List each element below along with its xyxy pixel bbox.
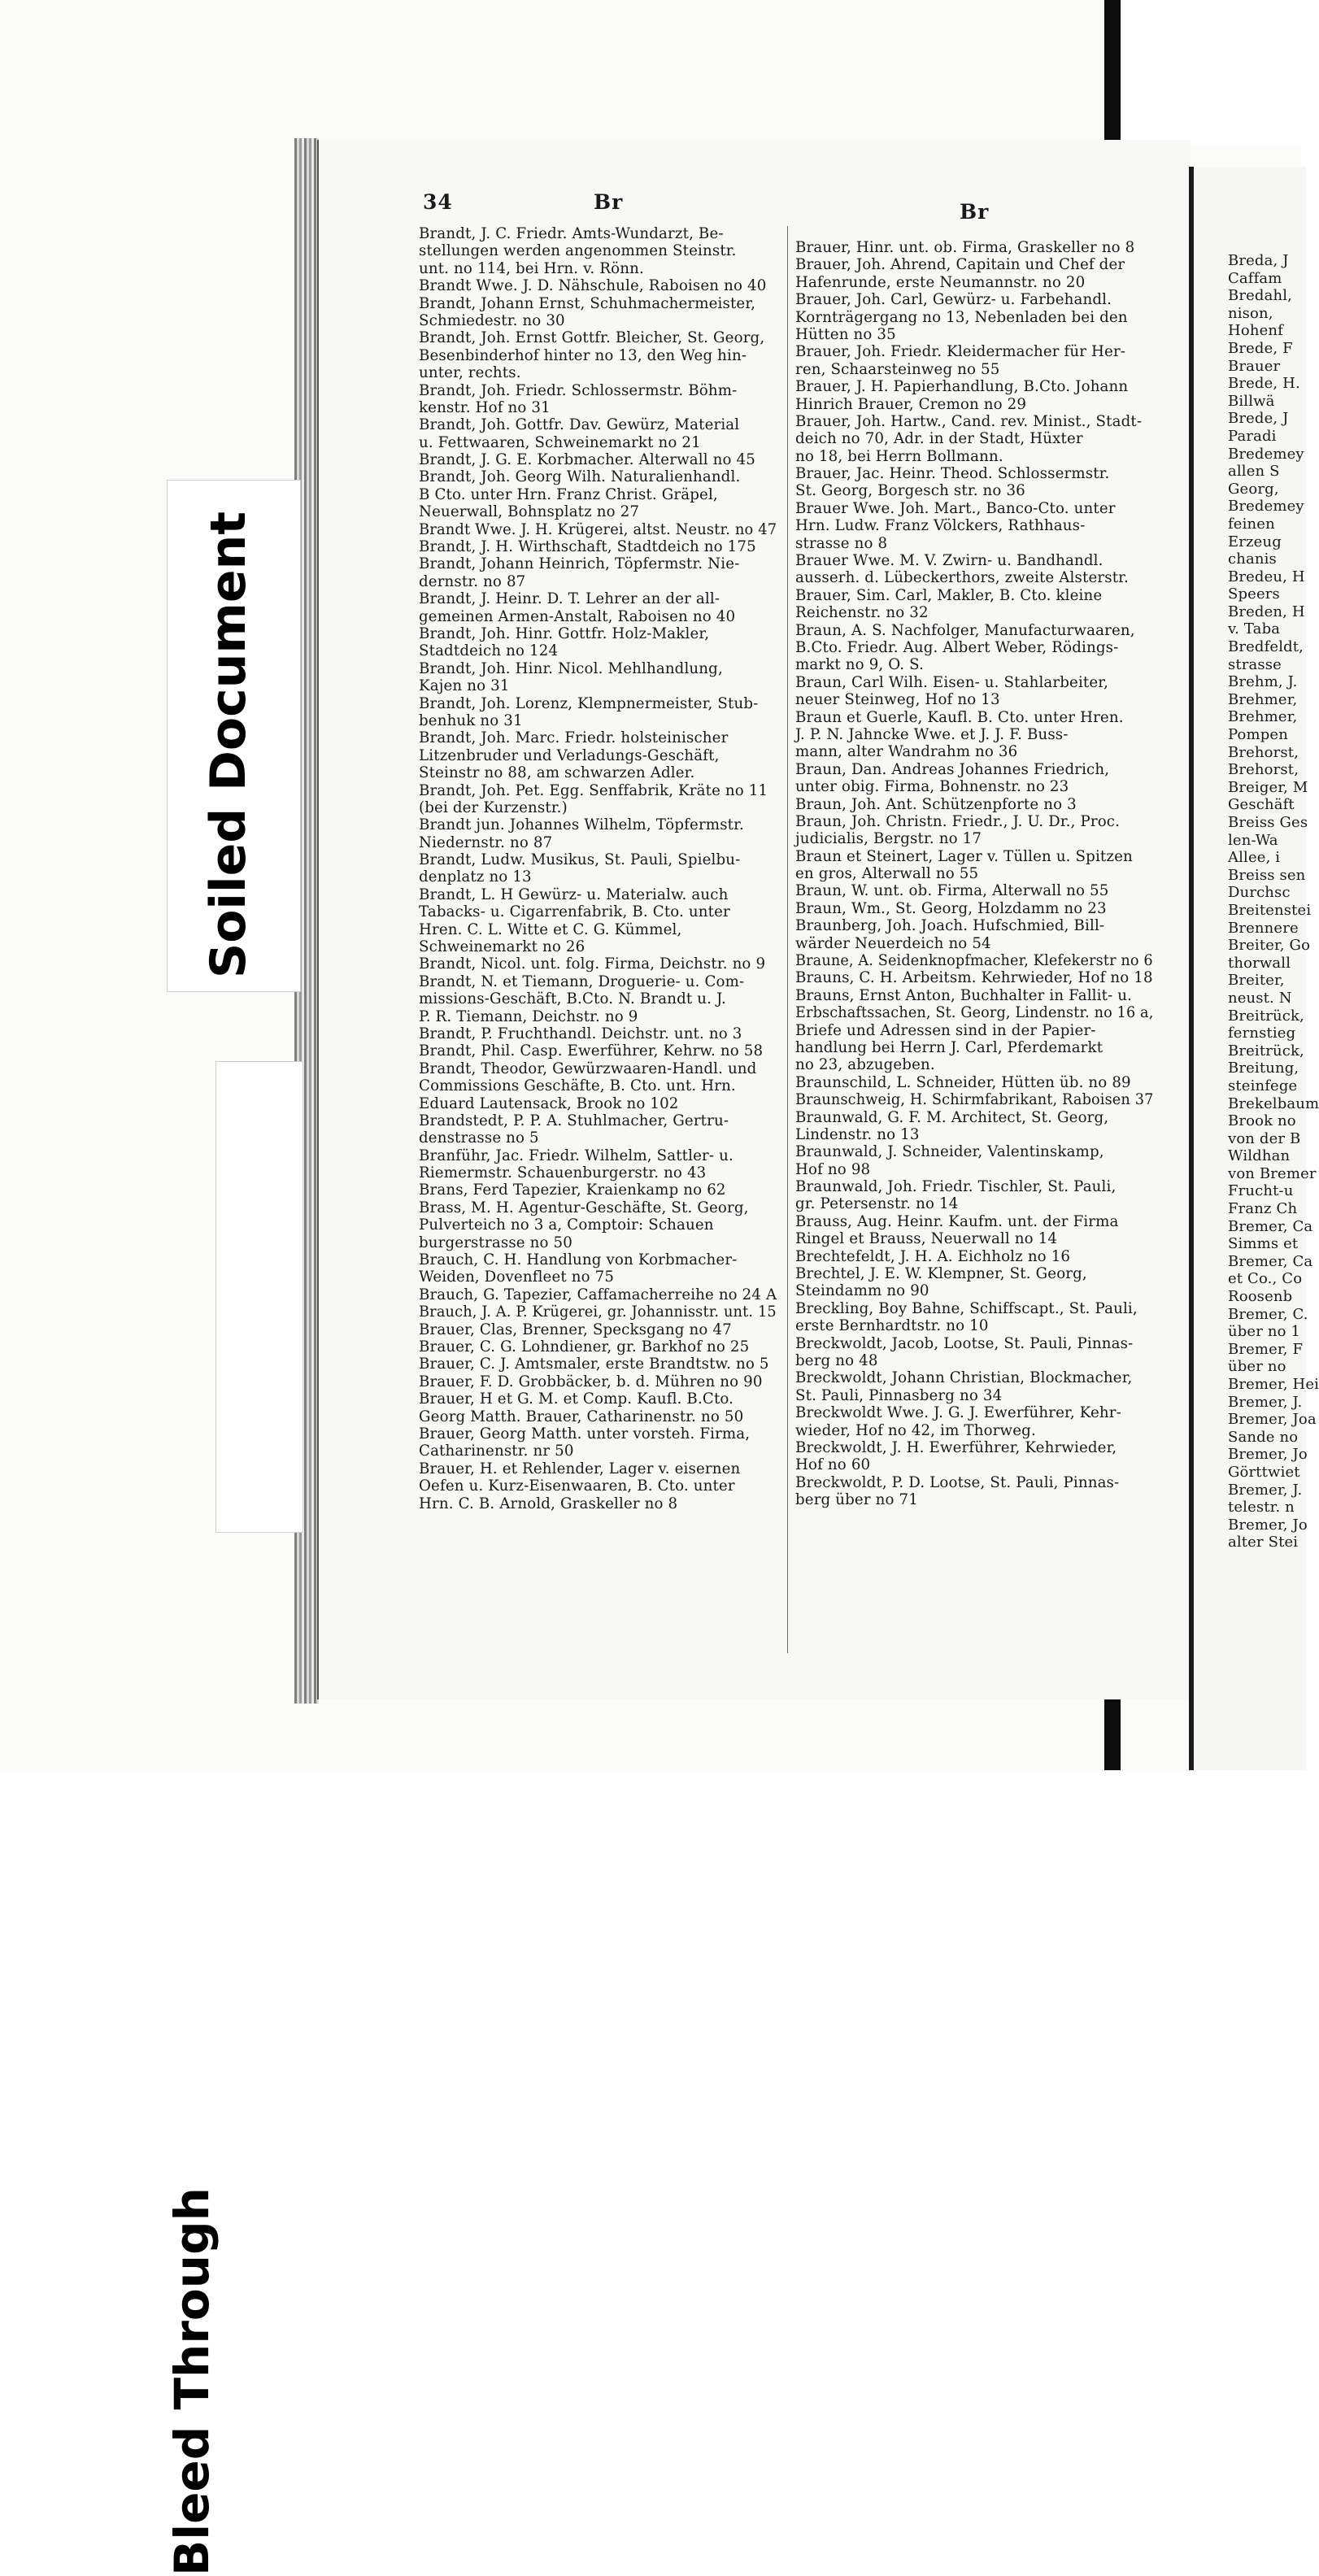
directory-entry-line: Brandt, Joh. Lorenz, Klempnermeister, Stub- — [419, 694, 759, 712]
directory-entry-line: v. Taba — [1228, 620, 1281, 638]
directory-entry-line: Brauer, C. J. Amtsmaler, erste Brandtstw. no 5 — [419, 1355, 769, 1373]
directory-entry-line: Kornträgergang no 13, Nebenladen bei den — [795, 308, 1128, 326]
directory-entry-line: alter Stei — [1228, 1534, 1299, 1551]
directory-entry-line: Brauer, Sim. Carl, Makler, B. Cto. kleine — [795, 586, 1103, 604]
directory-entry-line: Brandt, Nicol. unt. folg. Firma, Deichstr. no 9 — [419, 955, 766, 973]
directory-entry-line: Hohenf — [1228, 322, 1283, 340]
directory-entry-line: wieder, Hof no 42, im Thorweg. — [795, 1421, 1036, 1439]
directory-entry-line: Brandt, Joh. Ernst Gottfr. Bleicher, St. Georg, — [419, 329, 765, 347]
directory-entry-line: Pulverteich no 3 a, Comptoir: Schauen — [419, 1216, 714, 1234]
directory-entry-line: über no — [1228, 1358, 1286, 1376]
directory-entry-line: Georg Matth. Brauer, Catharinenstr. no 50 — [419, 1408, 744, 1425]
directory-entry-line: Bremer, Jo — [1228, 1516, 1308, 1534]
directory-entry-line: Bremer, C. — [1228, 1305, 1308, 1323]
directory-entry-line: Breitrück, — [1228, 1007, 1304, 1025]
directory-entry-line: Branführ, Jac. Friedr. Wilhelm, Sattler- u. — [419, 1147, 734, 1164]
directory-entry-line: Bremer, Ca — [1228, 1217, 1313, 1235]
directory-entry-line: Brauer — [1228, 357, 1281, 375]
directory-entry-line: Braun, Carl Wilh. Eisen- u. Stahlarbeiter, — [795, 673, 1109, 691]
directory-entry-line: deich no 70, Adr. in der Stadt, Hüxter — [795, 430, 1083, 448]
directory-entry-line: unt. no 114, bei Hrn. v. Rönn. — [419, 259, 644, 277]
directory-entry-line: Steindamm no 90 — [795, 1282, 929, 1300]
directory-entry-line: Brauer, C. G. Lohndiener, gr. Barkhof no 25 — [419, 1338, 750, 1355]
directory-entry-line: neust. N — [1228, 989, 1292, 1007]
directory-entry-line: u. Fettwaaren, Schweinemarkt no 21 — [419, 433, 701, 451]
directory-entry-line: Brehmer, — [1228, 708, 1298, 726]
directory-entry-line: Braunschild, L. Schneider, Hütten üb. no 89 — [795, 1073, 1131, 1091]
directory-entry-line: Ringel et Brauss, Neuerwall no 14 — [795, 1230, 1058, 1248]
directory-entry-line: Niedernstr. no 87 — [419, 833, 553, 851]
directory-entry-line: Weiden, Dovenfleet no 75 — [419, 1268, 615, 1286]
directory-entry-line: Breckwoldt, Johann Christian, Blockmacher, — [795, 1369, 1133, 1387]
directory-entry-line: Franz Ch — [1228, 1200, 1298, 1218]
directory-entry-line: Breitenstei — [1228, 901, 1312, 919]
directory-entry-line: chanis — [1228, 550, 1277, 568]
directory-entry-line: Neuerwall, Bohnsplatz no 27 — [419, 503, 640, 521]
directory-entry-line: Braune, A. Seidenknopfmacher, Klefekerstr no 6 — [795, 952, 1153, 970]
directory-entry-line: Brauss, Aug. Heinr. Kaufm. unt. der Firma — [795, 1212, 1119, 1230]
directory-entry-line: Erbschaftssachen, St. Georg, Lindenstr. no 16 a, — [795, 1004, 1154, 1022]
directory-entry-line: feinen — [1228, 515, 1275, 533]
directory-entry-line: Brauer, Hinr. unt. ob. Firma, Graskeller no 8 — [795, 239, 1135, 256]
directory-entry-line: no 18, bei Herrn Bollmann. — [795, 447, 1003, 465]
directory-entry-line: Hrn. C. B. Arnold, Graskeller no 8 — [419, 1495, 678, 1512]
directory-entry-line: ren, Schaarsteinweg no 55 — [795, 360, 1000, 378]
directory-entry-line: Bremer, Joa — [1228, 1411, 1317, 1429]
directory-entry-line: berg no 48 — [795, 1352, 878, 1369]
directory-entry-line: Hrn. Ludw. Franz Völckers, Rathhaus- — [795, 517, 1086, 535]
directory-entry-line: Breiss sen — [1228, 866, 1306, 884]
directory-entry-line: Brandt, Johann Heinrich, Töpfermstr. Nie- — [419, 555, 740, 573]
directory-entry-line: Brauer, Clas, Brenner, Specksgang no 47 — [419, 1321, 732, 1338]
directory-entry-line: Breiss Ges — [1228, 814, 1308, 831]
directory-entry-line: Brauer, Joh. Friedr. Kleidermacher für Her- — [795, 343, 1126, 361]
directory-entry-line: Brekelbaum — [1228, 1094, 1319, 1112]
directory-entry-line: Pompen — [1228, 726, 1288, 744]
directory-entry-line: Speers — [1228, 585, 1280, 603]
directory-entry-line: Oefen u. Kurz-Eisenwaaren, B. Cto. unter — [419, 1477, 735, 1495]
directory-entry-line: thorwall — [1228, 954, 1291, 972]
directory-entry-line: Sande no — [1228, 1428, 1299, 1446]
bleed-through-label: Bleed Through — [164, 2187, 220, 2576]
directory-entry-line: Braunwald, J. Schneider, Valentinskamp, — [795, 1143, 1104, 1161]
directory-entry-line: ausserh. d. Lübeckerthors, zweite Alsterstr. — [795, 569, 1129, 587]
directory-entry-line: judicialis, Bergstr. no 17 — [795, 830, 982, 848]
right-running-header: Br — [960, 200, 990, 224]
directory-entry-line: Riemermstr. Schauenburgerstr. no 43 — [419, 1164, 707, 1182]
directory-entry-line: Braun, Dan. Andreas Johannes Friedrich, — [795, 760, 1110, 778]
directory-entry-line: Braun, Joh. Ant. Schützenpforte no 3 — [795, 795, 1077, 813]
directory-entry-line: Brehorst, — [1228, 761, 1299, 779]
directory-entry-line: Hof no 60 — [795, 1456, 871, 1474]
directory-entry-line: stellungen werden angenommen Steinstr. — [419, 242, 737, 260]
bleed-through-tab — [164, 1061, 303, 2576]
directory-entry-line: Brauns, Ernst Anton, Buchhalter in Fallit- u. — [795, 986, 1133, 1004]
directory-entry-line: Bremer, J. — [1228, 1481, 1303, 1499]
directory-entry-line: Bredahl, — [1228, 287, 1293, 305]
directory-entry-line: Hof no 98 — [795, 1160, 871, 1178]
directory-entry-line: Breckling, Boy Bahne, Schiffscapt., St. Pauli, — [795, 1299, 1138, 1317]
directory-entry-line: Brandt, L. H Gewürz- u. Materialw. auch — [419, 886, 729, 903]
directory-entry-line: Brandt, Joh. Georg Wilh. Naturalienhandl. — [419, 468, 741, 486]
left-entries-column — [419, 225, 777, 1512]
directory-entry-line: Brandt, Phil. Casp. Ewerführer, Kehrw. no 58 — [419, 1042, 764, 1060]
directory-entry-line: Schmiedestr. no 30 — [419, 311, 565, 329]
directory-entry-line: von der B — [1228, 1129, 1301, 1147]
directory-entry-line: mann, alter Wandrahm no 36 — [795, 743, 1018, 761]
directory-entry-line: Brandt, Joh. Marc. Friedr. holsteinischer — [419, 729, 729, 747]
directory-entry-line: Brans, Ferd Tapezier, Kraienkamp no 62 — [419, 1181, 726, 1199]
directory-entry-line: Brauch, G. Tapezier, Caffamacherreihe no 24 A — [419, 1286, 777, 1303]
directory-entry-line: Roosenb — [1228, 1288, 1293, 1306]
directory-entry-line: Hinrich Brauer, Cremon no 29 — [795, 395, 1027, 413]
directory-entry-line: Billwä — [1228, 392, 1275, 410]
directory-entry-line: Brauch, C. H. Handlung von Korbmacher- — [419, 1251, 738, 1269]
directory-entry-line: über no 1 — [1228, 1323, 1301, 1341]
directory-entry-line: Brandt, J. H. Wirthschaft, Stadtdeich no 175 — [419, 538, 756, 556]
directory-entry-line: Brandt Wwe. J. D. Nähschule, Raboisen no 40 — [419, 277, 767, 295]
directory-entry-line: no 23, abzugeben. — [795, 1056, 935, 1074]
directory-entry-line: strasse — [1228, 655, 1282, 673]
directory-entry-line: B Cto. unter Hrn. Franz Christ. Gräpel, — [419, 485, 718, 503]
directory-entry-line: Braun, Joh. Christn. Friedr., J. U. Dr., Proc. — [795, 812, 1121, 830]
directory-entry-line: Brede, F — [1228, 339, 1293, 357]
directory-entry-line: Brandt, J. G. E. Korbmacher. Alterwall no 45 — [419, 451, 755, 469]
directory-entry-line: Braun, Wm., St. Georg, Holzdamm no 23 — [795, 899, 1107, 917]
directory-entry-line: Bredeu, H — [1228, 568, 1305, 585]
left-running-header: Br — [594, 190, 624, 214]
directory-entry-line: unter, rechts. — [419, 364, 521, 382]
directory-entry-line: Braunschweig, H. Schirmfabrikant, Raboisen 37 — [795, 1091, 1154, 1109]
directory-entry-line: Breckwoldt, J. H. Ewerführer, Kehrwieder, — [795, 1438, 1117, 1456]
directory-entry-line: Brandstedt, P. P. A. Stuhlmacher, Gertru- — [419, 1112, 729, 1129]
directory-entry-line: Brandt, P. Fruchthandl. Deichstr. unt. no 3 — [419, 1025, 742, 1042]
directory-entry-line: Braunwald, G. F. M. Architect, St. Georg, — [795, 1108, 1109, 1126]
directory-entry-line: Brehorst, — [1228, 743, 1299, 761]
directory-entry-line: Bredemey — [1228, 498, 1304, 516]
directory-entry-line: unter obig. Firma, Bohnenstr. no 23 — [795, 778, 1069, 796]
directory-entry-line: wärder Neuerdeich no 54 — [795, 934, 991, 952]
directory-entry-line: benhuk no 31 — [419, 711, 523, 729]
directory-entry-line: berg über no 71 — [795, 1491, 918, 1509]
directory-entry-line: Brehm, J. — [1228, 673, 1298, 691]
directory-entry-line: Brauch, J. A. P. Krügerei, gr. Johannisstr. unt. 15 — [419, 1303, 777, 1321]
directory-entry-line: Brechtefeldt, J. H. A. Eichholz no 16 — [795, 1247, 1071, 1265]
directory-entry-line: Braun, W. unt. ob. Firma, Alterwall no 55 — [795, 882, 1109, 900]
directory-entry-line: Steinstr no 88, am schwarzen Adler. — [419, 764, 695, 782]
directory-entry-line: burgerstrasse no 50 — [419, 1234, 572, 1251]
directory-entry-line: Brandt Wwe. J. H. Krügerei, altst. Neustr. no 47 — [419, 520, 777, 538]
directory-entry-line: Wildhan — [1228, 1147, 1291, 1165]
directory-entry-line: Brandt, Joh. Hinr. Nicol. Mehlhandlung, — [419, 659, 723, 677]
right-entries-column — [795, 239, 1153, 1509]
directory-entry-line: Frucht-u — [1228, 1182, 1294, 1200]
directory-entry-line: Brauer, H et G. M. et Comp. Kaufl. B.Cto. — [419, 1390, 734, 1408]
directory-entry-line: dernstr. no 87 — [419, 572, 526, 590]
directory-entry-line: telestr. n — [1228, 1499, 1295, 1516]
directory-entry-line: Georg, — [1228, 480, 1279, 498]
directory-entry-line: Brauer, Jac. Heinr. Theod. Schlossermstr. — [795, 465, 1110, 483]
directory-entry-line: Kajen no 31 — [419, 677, 510, 695]
directory-entry-line: denplatz no 13 — [419, 868, 532, 886]
directory-entry-line: steinfege — [1228, 1077, 1298, 1094]
directory-entry-line: Brandt, N. et Tiemann, Droguerie- u. Com- — [419, 973, 745, 990]
directory-entry-line: Litzenbruder und Verladungs-Geschäft, — [419, 746, 720, 764]
directory-entry-line: allen S — [1228, 463, 1280, 481]
directory-entry-line: B.Cto. Friedr. Aug. Albert Weber, Rödings- — [795, 638, 1119, 656]
directory-entry-line: Brook no — [1228, 1112, 1296, 1130]
directory-entry-line: Brehmer, — [1228, 690, 1298, 708]
directory-entry-line: Braunwald, Joh. Friedr. Tischler, St. Pauli, — [795, 1178, 1117, 1196]
directory-entry-line: handlung bei Herrn J. Carl, Pferdemarkt — [795, 1038, 1104, 1056]
directory-entry-line: Brede, H. — [1228, 375, 1300, 393]
directory-entry-line: kenstr. Hof no 31 — [419, 398, 551, 416]
directory-entry-line: et Co., Co — [1228, 1270, 1303, 1288]
directory-entry-line: Hafenrunde, erste Neumannstr. no 20 — [795, 273, 1086, 291]
directory-entry-line: denstrasse no 5 — [419, 1129, 539, 1147]
directory-entry-line: Brass, M. H. Agentur-Geschäfte, St. Georg, — [419, 1199, 749, 1216]
directory-entry-line: Brandt, Joh. Pet. Egg. Senffabrik, Kräte no 11 — [419, 781, 768, 799]
directory-entry-line: Stadtdeich no 124 — [419, 642, 559, 660]
directory-entry-line: Brandt, J. Heinr. D. T. Lehrer an der all- — [419, 590, 720, 608]
page-number: 34 — [423, 190, 453, 214]
directory-entry-line: Breiter, — [1228, 972, 1285, 990]
directory-entry-line: Bremer, F — [1228, 1340, 1304, 1358]
directory-entry-line: Brauer, J. H. Papierhandlung, B.Cto. Johann — [795, 378, 1129, 396]
directory-entry-line: Braunberg, Joh. Joach. Hufschmied, Bill- — [795, 917, 1105, 935]
directory-entry-line: Bredfeldt, — [1228, 638, 1304, 656]
directory-entry-line: Caffam — [1228, 269, 1282, 287]
directory-entry-line: von Bremer — [1228, 1164, 1317, 1182]
directory-entry-line: strasse no 8 — [795, 534, 888, 552]
directory-entry-line: P. R. Tiemann, Deichstr. no 9 — [419, 1007, 638, 1025]
directory-entry-line: Reichenstr. no 32 — [795, 604, 929, 622]
directory-entry-line: Breiger, M — [1228, 778, 1308, 796]
directory-entry-line: Breitrück, — [1228, 1042, 1304, 1060]
directory-entry-line: gr. Petersenstr. no 14 — [795, 1195, 959, 1213]
column-divider — [787, 226, 788, 1653]
directory-entry-line: fernstieg — [1228, 1025, 1296, 1042]
directory-entry-line: Bredemey — [1228, 445, 1304, 463]
directory-entry-line: Brauer, Joh. Hartw., Cand. rev. Minist., Stadt- — [795, 412, 1143, 430]
soiled-document-label: Soiled Document — [200, 511, 257, 978]
directory-entry-line: Hren. C. L. Witte et C. G. Kümmel, — [419, 920, 682, 938]
directory-entry-line: Breiter, Go — [1228, 937, 1311, 955]
directory-entry-line: Simms et — [1228, 1235, 1299, 1253]
directory-entry-line: len-Wa — [1228, 831, 1278, 849]
directory-entry-line: Bremer, Ca — [1228, 1252, 1313, 1270]
directory-entry-line: Brandt, Joh. Friedr. Schlossermstr. Böhm- — [419, 381, 738, 399]
directory-entry-line: Catharinenstr. nr 50 — [419, 1442, 574, 1460]
directory-entry-line: St. Georg, Borgesch str. no 36 — [795, 482, 1025, 500]
directory-entry-line: Breden, H — [1228, 603, 1305, 620]
directory-entry-line: Brandt jun. Johannes Wilhelm, Töpfermstr. — [419, 816, 744, 834]
directory-entry-line: Brandt, Joh. Gottfr. Dav. Gewürz, Material — [419, 416, 740, 434]
directory-entry-line: Brandt, J. C. Friedr. Amts-Wundarzt, Be- — [419, 225, 724, 242]
directory-entry-line: J. P. N. Jahncke Wwe. et J. J. F. Buss- — [795, 725, 1069, 743]
directory-entry-line: Brauns, C. H. Arbeitsm. Kehrwieder, Hof no 18 — [795, 969, 1153, 987]
directory-entry-line: Briefe und Adressen sind in der Papier- — [795, 1021, 1096, 1039]
directory-entry-line: erste Bernhardtstr. no 10 — [795, 1317, 989, 1335]
directory-entry-line: Allee, i — [1228, 849, 1281, 867]
directory-entry-line: Lindenstr. no 13 — [795, 1125, 920, 1143]
directory-entry-line: Besenbinderhof hinter no 13, den Weg hin- — [419, 346, 747, 364]
directory-entry-line: Eduard Lautensack, Brook no 102 — [419, 1094, 679, 1112]
directory-entry-line: Brauer Wwe. Joh. Mart., Banco-Cto. unter — [795, 499, 1116, 517]
directory-entry-line: Braun, A. S. Nachfolger, Manufacturwaaren, — [795, 621, 1135, 639]
directory-entry-line: Brauer Wwe. M. V. Zwirn- u. Bandhandl. — [795, 552, 1104, 570]
directory-entry-line: Brechtel, J. E. W. Klempner, St. Georg, — [795, 1265, 1087, 1283]
directory-entry-line: Brauer, H. et Rehlender, Lager v. eisernen — [419, 1460, 741, 1477]
directory-entry-line: Durchsc — [1228, 884, 1291, 902]
directory-entry-line: Tabacks- u. Cigarrenfabrik, B. Cto. unter — [419, 903, 730, 921]
directory-entry-line: Brauer, Georg Matth. unter vorsteh. Firma, — [419, 1425, 751, 1442]
directory-entry-line: Brauer, Joh. Carl, Gewürz- u. Farbehandl. — [795, 291, 1112, 309]
directory-entry-line: Geschäft — [1228, 796, 1295, 814]
directory-entry-line: Bremer, Jo — [1228, 1446, 1308, 1464]
directory-entry-line: missions-Geschäft, B.Cto. N. Brandt u. J. — [419, 990, 726, 1008]
directory-entry-line: gemeinen Armen-Anstalt, Raboisen no 40 — [419, 607, 736, 625]
directory-entry-line: Brennere — [1228, 919, 1299, 937]
directory-entry-line: Braun et Steinert, Lager v. Tüllen u. Spitzen — [795, 847, 1133, 865]
directory-entry-line: Bremer, J. — [1228, 1393, 1303, 1411]
directory-entry-line: Brede, J — [1228, 410, 1289, 428]
directory-entry-line: Brandt, Theodor, Gewürzwaaren-Handl. und — [419, 1060, 757, 1077]
directory-entry-line: Breitung, — [1228, 1060, 1299, 1077]
directory-entry-line: Schweinemarkt no 26 — [419, 938, 585, 956]
directory-entry-line: Breckwoldt, P. D. Lootse, St. Pauli, Pinnas- — [795, 1473, 1120, 1491]
directory-entry-line: Commissions Geschäfte, B. Cto. unt. Hrn. — [419, 1077, 736, 1095]
directory-entry-line: St. Pauli, Pinnasberg no 34 — [795, 1386, 1003, 1404]
directory-entry-line: Erzeug — [1228, 533, 1282, 550]
directory-entry-line: Bremer, Hei — [1228, 1376, 1319, 1393]
directory-entry-line: Brauer, Joh. Ahrend, Capitain und Chef der — [795, 256, 1125, 274]
directory-entry-line: Hütten no 35 — [795, 325, 896, 343]
directory-entry-line: neuer Steinweg, Hof no 13 — [795, 691, 1000, 709]
directory-entry-line: en gros, Alterwall no 55 — [795, 865, 979, 883]
directory-entry-line: Brandt, Joh. Hinr. Gottfr. Holz-Makler, — [419, 624, 710, 642]
soiled-document-tab — [167, 480, 301, 992]
directory-entry-line: Brauer, F. D. Grobbäcker, b. d. Mühren no 90 — [419, 1373, 763, 1390]
directory-entry-line: Breckwoldt Wwe. J. G. J. Ewerführer, Kehr- — [795, 1404, 1121, 1422]
directory-entry-line: nison, — [1228, 304, 1273, 322]
directory-entry-line: markt no 9, O. S. — [795, 656, 925, 674]
top-margin-band — [1122, 0, 1301, 146]
directory-entry-line: Brandt, Johann Ernst, Schuhmachermeister, — [419, 294, 756, 312]
directory-entry-line: Görttwiet — [1228, 1463, 1300, 1481]
directory-entry-line: Paradi — [1228, 427, 1277, 445]
directory-entry-line: (bei der Kurzenstr.) — [419, 798, 568, 816]
directory-entry-line: Braun et Guerle, Kaufl. B. Cto. unter Hren. — [795, 708, 1124, 726]
directory-entry-line: Brandt, Ludw. Musikus, St. Pauli, Spielbu- — [419, 851, 741, 869]
directory-entry-line: Breda, J — [1228, 252, 1289, 269]
directory-entry-line: Breckwoldt, Jacob, Lootse, St. Pauli, Pinnas- — [795, 1334, 1134, 1352]
next-page-entries-column — [1228, 252, 1319, 1551]
